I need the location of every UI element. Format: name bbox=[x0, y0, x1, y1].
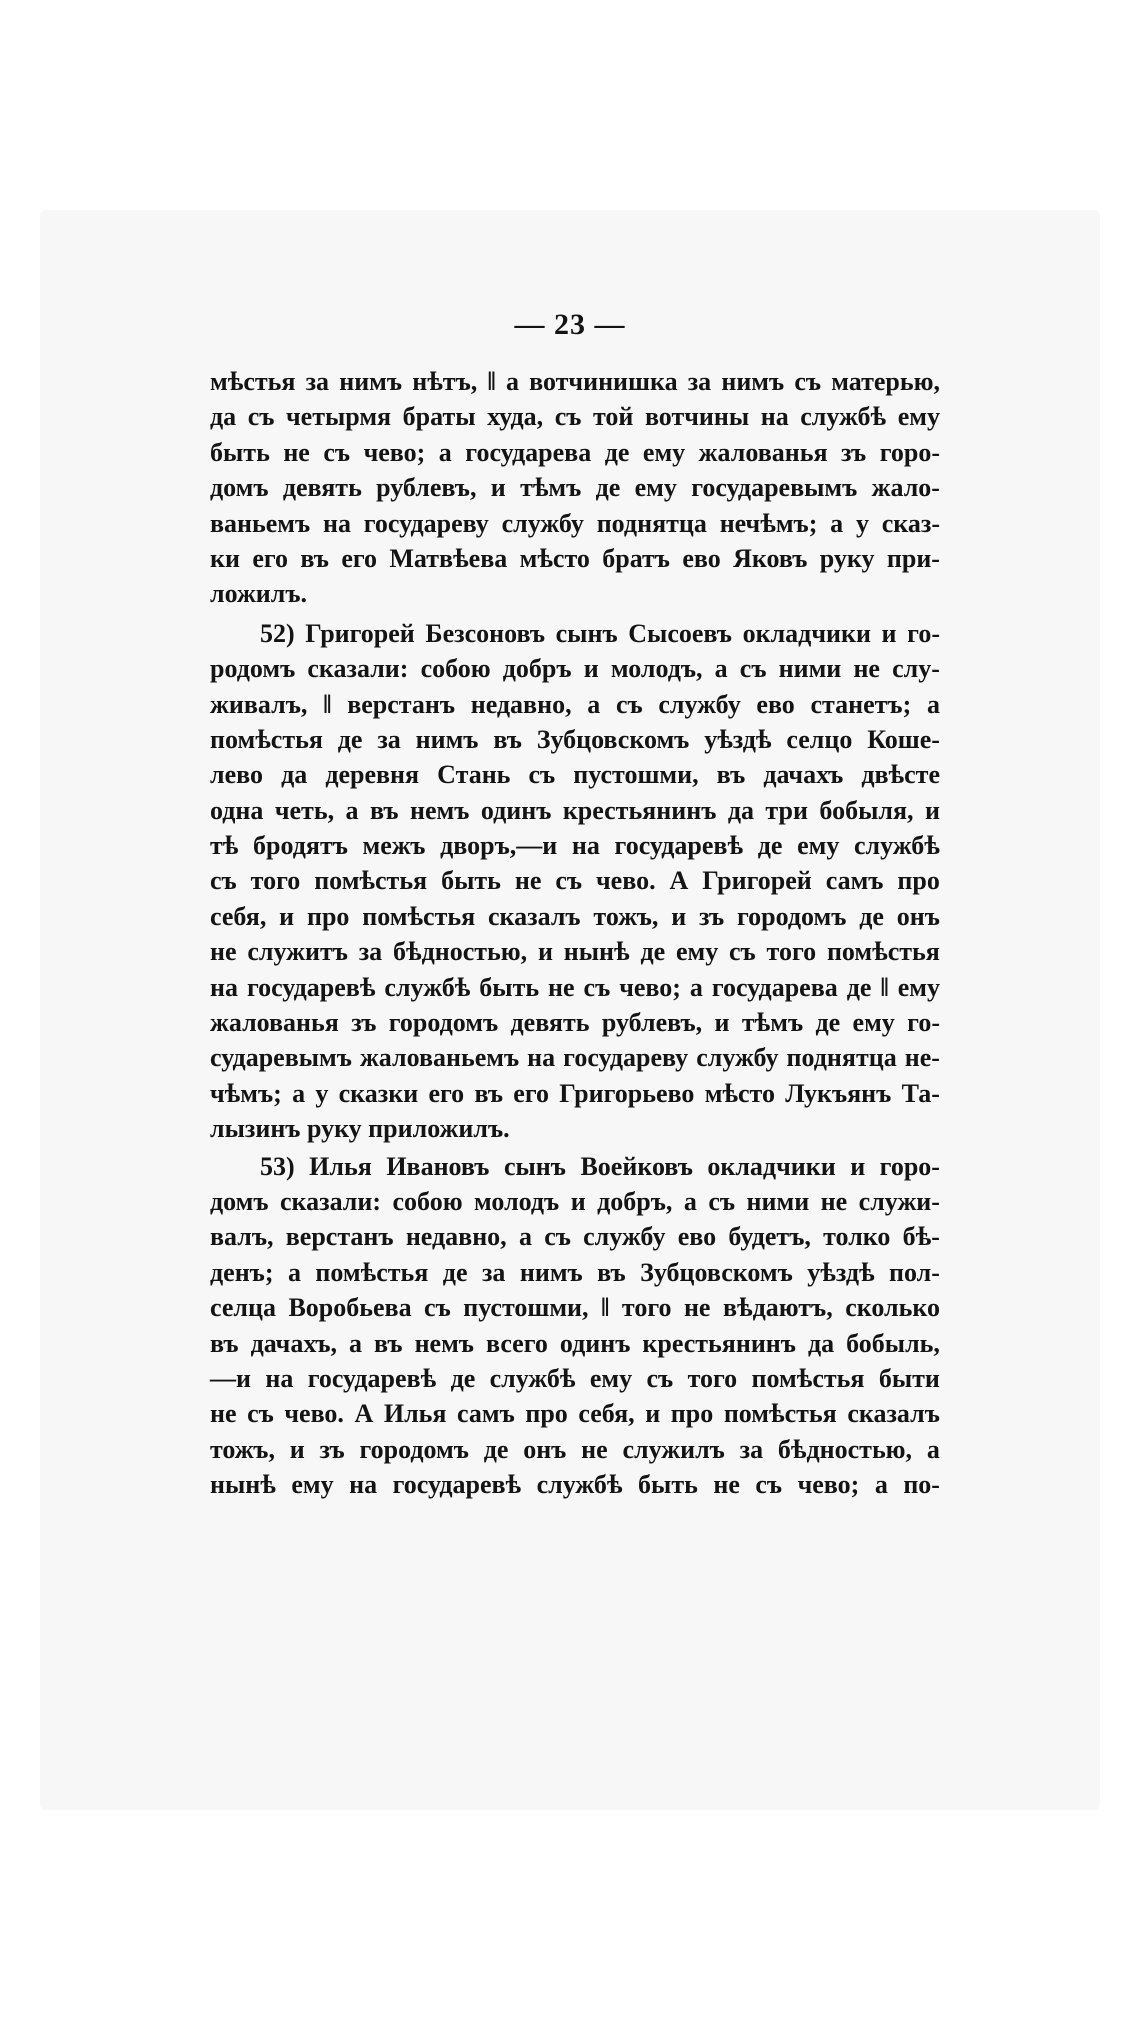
text-line: мѣстья за нимъ нѣтъ, ‖ а вотчинишка за нимъ съ матерью, bbox=[210, 367, 940, 396]
text-line: чѣмъ; а у сказки его въ его Григорьево мѣсто Лукъянъ Та- bbox=[210, 1078, 940, 1108]
text-line: —и на государевѣ де службѣ ему съ того помѣстья быти bbox=[210, 1363, 940, 1393]
text-line: живалъ, ‖ верстанъ недавно, а съ службу ево станетъ; а bbox=[210, 689, 940, 719]
text-line: домъ девять рублевъ, и тѣмъ де ему государевымъ жало- bbox=[210, 473, 940, 503]
text-line: помѣстья де за нимъ въ Зубцовскомъ уѣздѣ селцо Коше- bbox=[210, 724, 940, 754]
text-line: ложилъ. bbox=[210, 579, 308, 609]
page-number-header: — 23 — bbox=[514, 308, 626, 341]
text-line: родомъ сказали: собою добръ и молодъ, а съ ними не слу- bbox=[210, 654, 940, 684]
text-line: валъ, верстанъ недавно, а съ службу ево будетъ, толко бѣ- bbox=[210, 1222, 940, 1252]
text-line: одна четь, а въ немъ одинъ крестьянинъ да три бобыля, и bbox=[210, 795, 940, 825]
text-line: тѣ бродятъ межъ дворъ,—и на государевѣ де ему службѣ bbox=[210, 831, 940, 861]
text-line: жалованья зъ городомъ девять рублевъ, и тѣмъ де ему го- bbox=[210, 1008, 940, 1038]
text-line: денъ; а помѣстья де за нимъ въ Зубцовскомъ уѣздѣ пол- bbox=[210, 1257, 940, 1287]
text-line: селца Воробьева съ пустошми, ‖ того не вѣдаютъ, сколько bbox=[210, 1293, 940, 1323]
paragraph bbox=[210, 616, 940, 1147]
text-line: лызинъ руку приложилъ. bbox=[210, 1114, 510, 1144]
text-line: лево да деревня Стань съ пустошми, въ дачахъ двѣсте bbox=[210, 760, 940, 790]
text-line: въ дачахъ, а въ немъ всего одинъ крестьянинъ да бобыль, bbox=[210, 1328, 940, 1358]
paragraph bbox=[210, 1149, 940, 1503]
text-line: домъ сказали: собою молодъ и добръ, а съ ними не служи- bbox=[210, 1186, 940, 1216]
body-text bbox=[210, 364, 940, 1503]
text-line: на государевѣ службѣ быть не съ чево; а государева де ‖ ему bbox=[210, 972, 940, 1002]
paragraph bbox=[210, 364, 940, 612]
text-line: не служитъ за бѣдностью, и нынѣ де ему съ того помѣстья bbox=[210, 937, 940, 967]
text-line: себя, и про помѣстья сказалъ тожъ, и зъ городомъ де онъ bbox=[210, 901, 940, 931]
text-line: да съ четырмя браты худа, съ той вотчины на службѣ ему bbox=[210, 402, 940, 432]
text-line: быть не съ чево; а государева де ему жалованья зъ горо- bbox=[210, 437, 940, 467]
text-line: ки его въ его Матвѣева мѣсто братъ ево Яковъ руку при- bbox=[210, 543, 940, 573]
text-line: сударевымъ жалованьемъ на государеву службу поднятца не- bbox=[210, 1043, 940, 1073]
text-line: тожъ, и зъ городомъ де онъ не служилъ за бѣдностью, а bbox=[210, 1434, 940, 1464]
text-line: не съ чево. А Илья самъ про себя, и про помѣстья сказалъ bbox=[210, 1399, 940, 1429]
text-line: ваньемъ на государеву службу поднятца нечѣмъ; а у сказ- bbox=[210, 508, 940, 538]
text-line: нынѣ ему на государевѣ службѣ быть не съ чево; а по- bbox=[210, 1470, 940, 1500]
text-line: 52) Григорей Безсоновъ сынъ Сысоевъ окладчики и го- bbox=[260, 618, 940, 648]
text-line: съ того помѣстья быть не съ чево. А Григорей самъ про bbox=[210, 866, 940, 896]
text-line: 53) Илья Ивановъ сынъ Воейковъ окладчики и горо- bbox=[260, 1151, 940, 1181]
